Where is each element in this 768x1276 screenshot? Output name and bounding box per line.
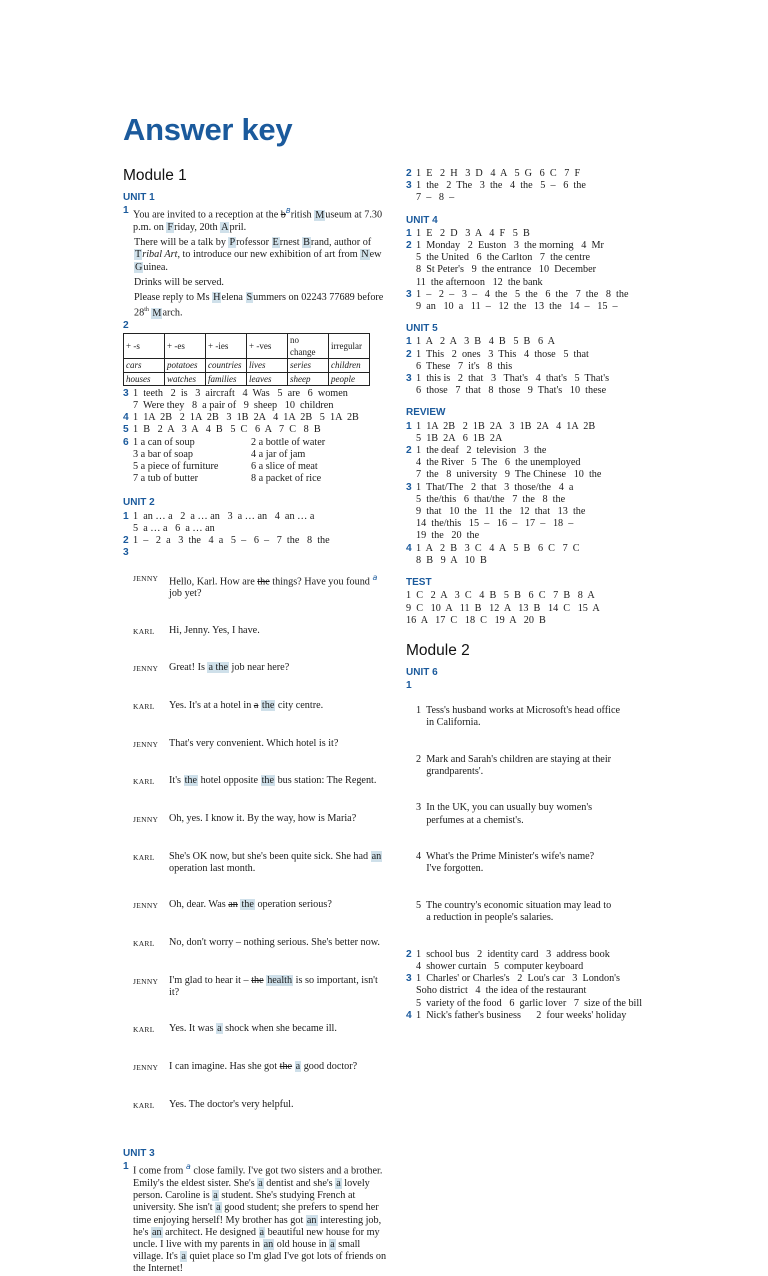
exercise-answer: I come from $^a$ close family. I've got two sisters and a brother. Emily's the eldest sister. She's a dentist and she's a lovely person. Caroline is a student. She's studying French at university. She isn't a good student; she prefers to spend her time enjoying herself! My brother has got an interesting job, he's an architect. He designed a beautiful new house for my uncle. I live with my parents in an old house in a small village. It's a quiet place so I'm glad I've got lots of friends on the Internet! [133, 1162, 389, 1275]
exercise [123, 388, 388, 412]
right-column [406, 168, 666, 1022]
unit-heading: REVIEW [406, 407, 446, 419]
dialogue-line: KARL Hi, Jenny. Yes, I have. [133, 625, 388, 638]
answer-grid [133, 437, 381, 486]
table-cell: countries [206, 359, 247, 372]
paragraph: There will be a talk by Professor Ernest Brand, author of Tribal Art, to introduce our new exhibition of art from New Guinea. [134, 237, 384, 273]
table-cell: children [329, 359, 370, 372]
highlighted-letter: A [221, 222, 229, 233]
highlighted-letter: M [152, 307, 162, 319]
unit-heading: UNIT 1 [123, 192, 155, 204]
speaker: KARL [133, 1025, 155, 1035]
exercise [123, 437, 388, 486]
exercise-number: 5 [123, 424, 129, 436]
exercise [123, 320, 388, 332]
dialogue-line: JENNY That's very convenient. Which hotel is it? [133, 738, 388, 751]
exercise-number: 3 [406, 481, 412, 493]
exercise [123, 535, 388, 547]
exercise [406, 289, 666, 313]
exercise [406, 421, 666, 445]
exercise-answer: You are invited to a reception at the $b^British$ Museum at 7.30 p.m. on Friday, 20th April. [133, 207, 385, 233]
dialogue-line: KARL It's the hotel opposite the bus station: The Regent. [133, 775, 388, 788]
exercise-answer: 1 That/The 2 that 3 those/the 4 a 5 the/this 6 that/the 7 the 8 the 9 that 10 the 11 the 12 that 13 the 14 the/this 15 – 16 – 17 – 18 – 19 the 20 the [416, 481, 586, 542]
highlighted-letter: G [135, 261, 143, 273]
exercise-number: 1 [406, 336, 412, 348]
exercise [123, 205, 388, 234]
left-column [123, 166, 388, 1276]
dialogue-line: JENNY Oh, yes. I know it. By the way, how is Maria? [133, 813, 388, 826]
speaker: KARL [133, 702, 155, 712]
highlighted-word: a [258, 1178, 263, 1189]
exercise-number: 3 [406, 180, 412, 192]
exercise-answer: 1 A 2 A 3 B 4 B 5 B 6 A [416, 336, 555, 348]
exercise [123, 547, 388, 1136]
speaker: JENNY [133, 664, 159, 674]
exercise-number: 1 [406, 227, 412, 239]
dialogue-line: JENNY I'm glad to hear it – the health is so important, isn't it? [133, 974, 381, 998]
highlighted-word: a [181, 1251, 186, 1263]
answer-item: 2 Mark and Sarah's children are staying at their grandparents'. [416, 753, 612, 777]
speaker: KARL [133, 938, 155, 948]
exercise [406, 180, 666, 204]
highlighted-word: an [371, 850, 382, 862]
exercise [406, 543, 666, 567]
unit-heading: UNIT 3 [123, 1148, 155, 1160]
highlighted-word: the [261, 775, 275, 787]
answer-item: 7 a tub of butter [133, 473, 199, 485]
exercise [406, 1010, 666, 1022]
exercise-number: 3 [406, 973, 412, 985]
highlighted-letter: M [315, 209, 325, 221]
strikethrough-correction: the [257, 576, 270, 588]
dialogue-line: JENNY Oh, dear. Was an the operation serious? [133, 899, 388, 912]
speaker: KARL [133, 777, 155, 787]
table-header: + -ves [247, 334, 288, 359]
table-row [124, 359, 370, 372]
highlighted-letter: T [135, 249, 142, 261]
exercise-answer: 1 the 2 The 3 the 4 the 5 – 6 the 7 – 8 – [416, 180, 586, 204]
table-cell: sheep [288, 372, 329, 385]
exercise [406, 445, 666, 482]
answer-item: 5 The country's economic situation may lead to a reduction in people's salaries. [416, 899, 612, 924]
exercise [406, 228, 666, 240]
exercise-answer: 1 – 2 – 3 – 4 the 5 the 6 the 7 the 8 the 9 an 10 a 11 – 12 the 13 the 14 – 15 – [416, 288, 629, 313]
exercise-answer: 1 Charles' or Charles's 2 Lou's car 3 London's Soho district 4 the idea of the restaurant 5 variety of the food 6 garlic lover 7 size of the bill [416, 973, 643, 1009]
dialogue [133, 547, 388, 1136]
exercise-number: 2 [406, 948, 412, 960]
handwritten-insertion: a [185, 1162, 191, 1172]
exercise-answer: 1 this is 2 that 3 That's 4 that's 5 That's 6 those 7 that 8 those 9 That's 10 these [416, 373, 610, 397]
speaker: JENNY [133, 901, 159, 911]
unit-heading: TEST [406, 577, 432, 589]
highlighted-letter: N [361, 249, 369, 261]
dialogue-line: KARL Yes. The doctor's very helpful. [133, 1099, 388, 1112]
highlighted-word: a [216, 1202, 221, 1214]
paragraph: Please reply to Ms Helena Summers on 02243 77689 before 28th March. [134, 292, 386, 319]
speaker: JENNY [133, 739, 159, 749]
dialogue-line: JENNY Hello, Karl. How are the things? Have you found $^a$ job yet? [133, 572, 380, 600]
highlighted-letter: P [229, 237, 236, 249]
table-cell: series [288, 359, 329, 372]
table-header-row [124, 334, 370, 359]
exercise-number: 3 [406, 373, 412, 385]
exercise-number: 4 [123, 412, 129, 424]
unit-heading: UNIT 6 [406, 667, 438, 679]
exercise [406, 373, 666, 397]
highlighted-word: a [336, 1178, 341, 1189]
dialogue-line: KARL Yes. It's at a hotel in a the city centre. [133, 700, 388, 713]
exercise [406, 680, 666, 948]
exercise-answer: 1 an … a 2 a … an 3 a … an 4 an … a 5 a … a 6 a … an [133, 510, 315, 534]
page-title: Answer key [123, 112, 293, 147]
highlighted-word: a [330, 1239, 335, 1251]
highlighted-word: a [295, 1060, 301, 1072]
exercise [406, 168, 666, 180]
highlighted-word: the [241, 899, 254, 911]
exercise-number: 2 [123, 319, 129, 331]
unit-heading: UNIT 2 [123, 497, 155, 509]
exercise-number: 1 [123, 510, 129, 522]
table-header: irregular [329, 334, 370, 359]
exercise-number: 2 [406, 348, 412, 360]
highlighted-letter: S [246, 292, 253, 304]
exercise-answer: 1 B 2 A 3 A 4 B 5 C 6 A 7 C 8 B [133, 424, 321, 436]
exercise-answer: 1 Monday 2 Euston 3 the morning 4 Mr 5 the United 6 the Carlton 7 the centre 8 St Peter's 9 the entrance 10 December 11 the afternoon 12 the bank [416, 240, 604, 288]
table-header: + -ies [206, 334, 247, 359]
table-cell: houses [124, 372, 165, 385]
speaker: KARL [133, 1100, 155, 1110]
exercise-number: 3 [123, 387, 129, 399]
highlighted-word: an [151, 1226, 162, 1238]
exercise-number: 1 [406, 420, 412, 432]
table-cell: watches [165, 372, 206, 385]
exercise [406, 949, 666, 973]
table-cell: lives [247, 359, 288, 372]
highlighted-word: a [217, 1023, 222, 1035]
table-cell: leaves [247, 372, 288, 385]
unit-heading: UNIT 4 [406, 214, 438, 226]
answer-item: 1 Tess's husband works at Microsoft's head office in California. [416, 704, 621, 728]
highlighted-word: an [263, 1239, 274, 1251]
exercise [123, 412, 388, 424]
exercise [406, 973, 666, 1010]
speaker: JENNY [133, 976, 159, 986]
dialogue-line: JENNY Great! Is a the job near here? [133, 662, 388, 675]
exercise-number: 2 [406, 240, 412, 252]
answer-item: 4 a jar of jam [251, 448, 306, 460]
handwritten-correction: B [285, 207, 291, 216]
highlighted-word: the [184, 775, 198, 787]
paragraph: Drinks will be served. [134, 276, 224, 288]
speaker: KARL [133, 852, 155, 862]
table-header: + -s [124, 334, 165, 359]
exercise-answer: 1 school bus 2 identity card 3 address book 4 shower curtain 5 computer keyboard [416, 948, 610, 972]
dialogue-line: KARL No, don't worry – nothing serious. She's better now. [133, 937, 388, 950]
highlighted-word: health [267, 974, 293, 986]
exercise-number: 1 [406, 680, 412, 692]
exercise [123, 424, 388, 436]
exercise [123, 1161, 388, 1275]
table-cell: families [206, 372, 247, 385]
exercise-answer: 1 This 2 ones 3 This 4 those 5 that 6 These 7 it's 8 this [416, 348, 589, 372]
exercise-answer: 1 the deaf 2 television 3 the 4 the River 5 The 6 the unemployed 7 the 8 university 9 The Chinese 10 the [416, 445, 602, 481]
exercise [123, 511, 388, 535]
highlighted-word: a the [208, 662, 228, 674]
highlighted-word: an [306, 1214, 317, 1226]
answer-item: 4 What's the Prime Minister's wife's name? I've forgotten. [416, 851, 595, 875]
table-header: no change [288, 334, 329, 359]
exercise [406, 482, 666, 543]
plurals-table [123, 333, 370, 386]
exercise-answer: 1 Nick's father's business 2 four weeks' holiday [416, 1009, 627, 1021]
exercise-answer [416, 680, 666, 948]
answer-item: 1 a can of soup [133, 436, 195, 448]
exercise-answer: 1 A 2 B 3 C 4 A 5 B 6 C 7 C 8 B 9 A 10 B [416, 542, 580, 566]
exercise-number: 1 [123, 1161, 129, 1173]
exercise-number: 3 [406, 288, 412, 300]
exercise-answer: 1 teeth 2 is 3 aircraft 4 Was 5 are 6 women 7 Were they 8 a pair of 9 sheep 10 children [133, 387, 348, 412]
speaker: JENNY [133, 573, 159, 583]
answer-item: 3 a bar of soap [133, 448, 193, 460]
exercise-answer: 1 – 2 a 3 the 4 a 5 – 6 – 7 the 8 the [133, 535, 330, 547]
highlighted-letter: H [213, 292, 221, 304]
module-heading: Module 1 [123, 167, 187, 184]
answer-item: 2 a bottle of water [251, 436, 326, 448]
strikethrough-correction: b [280, 209, 286, 221]
handwritten-insertion: a [372, 572, 378, 582]
exercise-number: 4 [406, 1009, 412, 1021]
exercise [406, 336, 666, 348]
dialogue-line: JENNY I can imagine. Has she got the a good doctor? [133, 1061, 388, 1074]
exercise-answer: 1 E 2 D 3 A 4 F 5 B [416, 227, 530, 239]
exercise-number: 6 [123, 436, 129, 448]
answer-item: 5 a piece of furniture [133, 461, 219, 473]
answer-item: 3 In the UK, you can usually buy women's perfumes at a chemist's. [416, 802, 593, 826]
speaker: JENNY [133, 1062, 159, 1072]
answer-item: 8 a packet of rice [251, 473, 322, 485]
exercise-number: 2 [406, 445, 412, 457]
highlighted-letter: F [167, 222, 174, 233]
exercise-answer: 1 1A 2B 2 1B 2A 3 1B 2A 4 1A 2B 5 1B 2A 6 1B 2A [416, 420, 596, 444]
test-answers: 1 C 2 A 3 C 4 B 5 B 6 C 7 B 8 A 9 C 10 A 11 B 12 A 13 B 14 C 15 A 16 A 17 C 18 C 19 A 20 B [406, 590, 600, 626]
highlighted-word: a [259, 1226, 265, 1238]
strikethrough-correction: an [228, 899, 238, 911]
highlighted-letter: E [272, 237, 279, 249]
strikethrough-correction: the [251, 974, 264, 986]
exercise-answer: 1 1A 2B 2 1A 2B 3 1B 2A 4 1A 2B 5 1A 2B [133, 412, 359, 424]
strikethrough-correction: a [253, 700, 259, 712]
exercise-number: 2 [123, 535, 129, 547]
table-cell: potatoes [165, 359, 206, 372]
table-cell: cars [124, 359, 165, 372]
strikethrough-correction: the [279, 1060, 293, 1072]
highlighted-word: the [261, 700, 275, 712]
speaker: JENNY [133, 814, 159, 824]
exercise [406, 240, 666, 289]
exercise [406, 349, 666, 373]
dialogue-line: KARL She's OK now, but she's been quite sick. She had an operation last month. [133, 850, 385, 874]
highlighted-letter: B [303, 237, 310, 249]
exercise-number: 2 [406, 168, 412, 179]
exercise-answer: 1 E 2 H 3 D 4 A 5 G 6 C 7 F [416, 168, 581, 179]
dialogue-line: KARL Yes. It was a shock when she became ill. [133, 1023, 388, 1036]
table-header: + -es [165, 334, 206, 359]
table-row [124, 372, 370, 385]
unit-heading: UNIT 5 [406, 323, 438, 335]
exercise-number: 1 [123, 205, 129, 217]
table-cell: people [329, 372, 370, 385]
exercise-number: 4 [406, 542, 412, 554]
exercise-number: 3 [123, 547, 129, 559]
answer-item: 6 a slice of meat [251, 461, 318, 473]
module-heading: Module 2 [406, 641, 470, 659]
speaker: KARL [133, 626, 155, 636]
highlighted-word: a [213, 1190, 218, 1202]
